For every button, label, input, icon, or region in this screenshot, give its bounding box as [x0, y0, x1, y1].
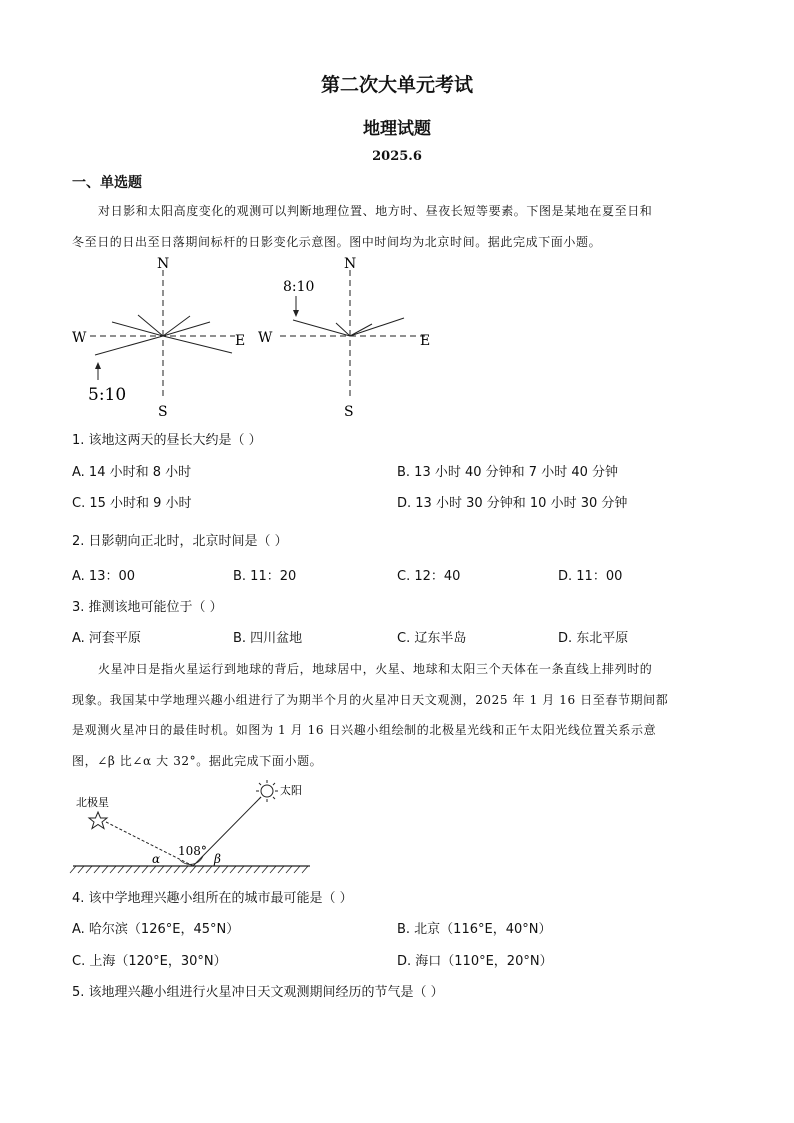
question-3-option-a[interactable]: A. 河套平原 — [72, 631, 141, 646]
question-1-stem: 1. 该地这两天的昼长大约是（ ） — [72, 433, 262, 448]
question-2-option-d[interactable]: D. 11：00 — [558, 569, 623, 584]
right-south-label: S — [344, 404, 354, 420]
exam-title: 第二次大单元考试 — [320, 74, 473, 96]
question-1-option-d[interactable]: D. 13 小时 30 分钟和 10 小时 30 分钟 — [397, 496, 628, 511]
shadow-diagram-right — [258, 256, 430, 420]
right-west-label: W — [258, 330, 273, 346]
question-3-stem: 3. 推测该地可能位于（ ） — [72, 600, 223, 615]
question-3-option-d[interactable]: D. 东北平原 — [558, 631, 629, 646]
exam-date: 2025.6 — [372, 149, 422, 164]
exam-subject: 地理试题 — [363, 119, 431, 139]
left-north-label: N — [157, 256, 170, 272]
question-4-option-a[interactable]: A. 哈尔滨（126°E，45°N） — [72, 922, 240, 937]
angle-label: 108° — [178, 844, 207, 858]
polaris-label: 北极星 — [76, 796, 109, 809]
question-5-stem: 5. 该地理兴趣小组进行火星冲日天文观测期间经历的节气是（ ） — [72, 985, 444, 1000]
polaris-star-icon — [89, 812, 107, 829]
ground-hatching — [70, 866, 308, 873]
passage2-line4: 图，∠β 比∠α 大 32°。据此完成下面小题。 — [72, 754, 323, 768]
question-3-option-c[interactable]: C. 辽东半岛 — [397, 631, 467, 646]
passage2-line3: 是观测火星冲日的最佳时机。如图为 1 月 16 日兴趣小组绘制的北极星光线和正午太阳光线位置关系示意 — [72, 723, 657, 737]
question-3-option-b[interactable]: B. 四川盆地 — [233, 631, 303, 646]
passage1-line2: 冬至日的日出至日落期间标杆的日影变化示意图。图中时间均为北京时间。据此完成下面小题。 — [72, 235, 602, 249]
passage2-line1: 火星冲日是指火星运行到地球的背后，地球居中，火星、地球和太阳三个天体在一条直线上排列时的 — [98, 662, 653, 676]
question-1-option-a[interactable]: A. 14 小时和 8 小时 — [72, 465, 192, 480]
shadow-diagram — [60, 250, 460, 420]
beta-label: β — [214, 852, 221, 866]
question-4-option-c[interactable]: C. 上海（120°E，30°N） — [72, 954, 227, 969]
sun-label: 太阳 — [280, 784, 302, 797]
right-east-label: E — [420, 333, 431, 349]
question-2-option-c[interactable]: C. 12：40 — [397, 569, 461, 584]
passage2-line2: 现象。我国某中学地理兴趣小组进行了为期半个月的火星冲日天文观测，2025 年 1 月 16 日至春节期间都 — [72, 693, 669, 707]
question-2-stem: 2. 日影朝向正北时，北京时间是（ ） — [72, 534, 288, 549]
ray-diagram — [68, 772, 318, 882]
sun-icon — [256, 780, 278, 802]
question-2-option-b[interactable]: B. 11：20 — [233, 569, 297, 584]
question-4-option-b[interactable]: B. 北京（116°E，40°N） — [397, 922, 552, 937]
left-south-label: S — [158, 404, 168, 420]
left-east-label: E — [235, 333, 246, 349]
question-1-option-c[interactable]: C. 15 小时和 9 小时 — [72, 496, 192, 511]
right-time-label: 8:10 — [283, 279, 315, 295]
section-heading: 一、单选题 — [72, 175, 142, 191]
question-4-option-d[interactable]: D. 海口（110°E，20°N） — [397, 954, 553, 969]
alpha-label: α — [152, 852, 161, 866]
right-north-label: N — [344, 256, 357, 272]
question-4-stem: 4. 该中学地理兴趣小组所在的城市最可能是（ ） — [72, 891, 353, 906]
left-time-label: 5:10 — [88, 385, 127, 405]
question-1-option-b[interactable]: B. 13 小时 40 分钟和 7 小时 40 分钟 — [397, 465, 619, 480]
question-2-option-a[interactable]: A. 13：00 — [72, 569, 136, 584]
passage1-line1: 对日影和太阳高度变化的观测可以判断地理位置、地方时、昼夜长短等要素。下图是某地在夏至日和 — [98, 204, 653, 218]
shadow-diagram-left — [72, 256, 245, 420]
left-west-label: W — [72, 330, 87, 346]
